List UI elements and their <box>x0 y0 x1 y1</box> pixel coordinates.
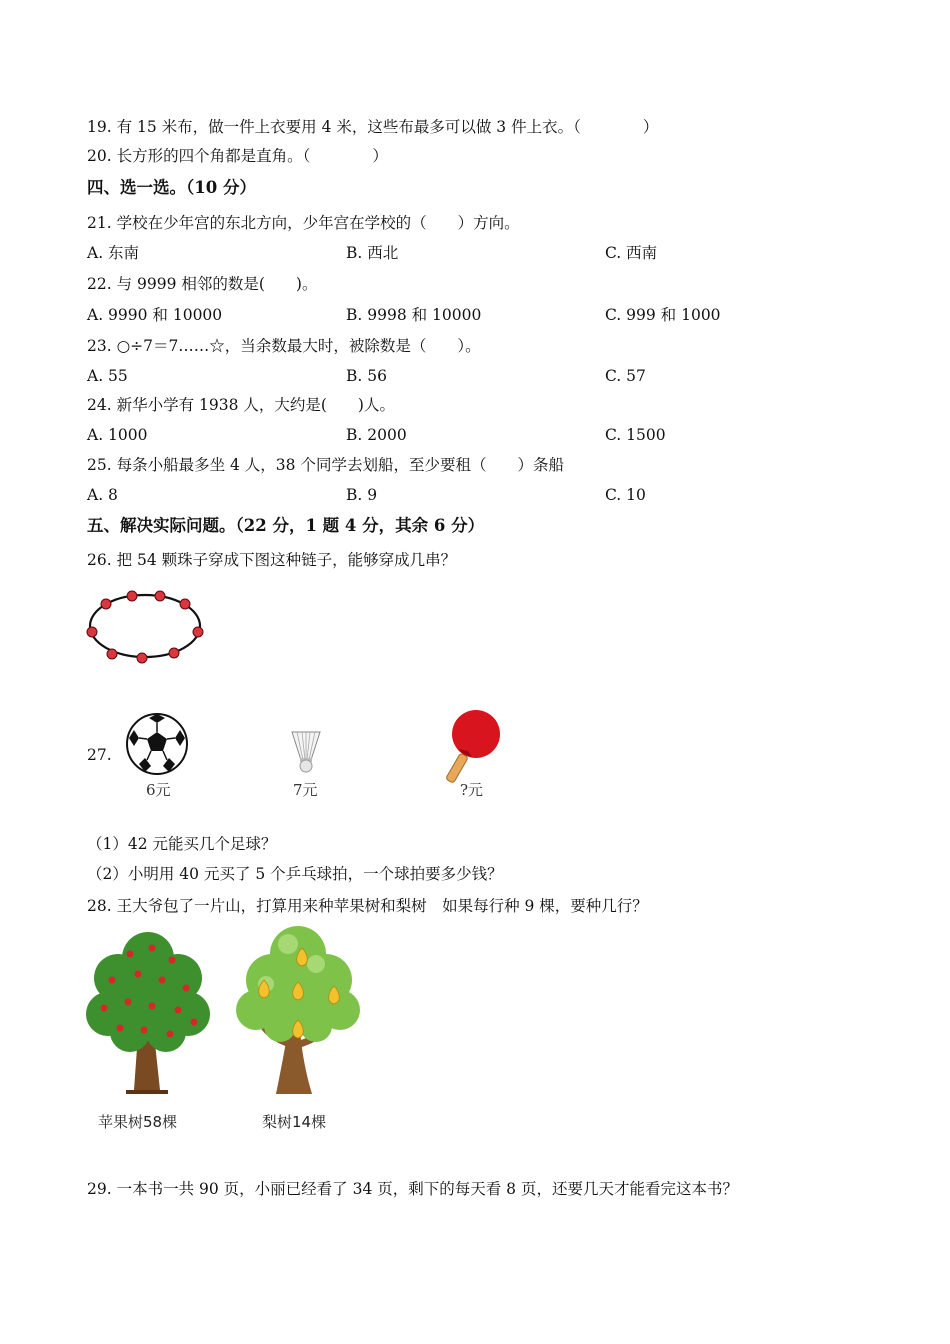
q24-option-b: B. 2000 <box>346 426 407 444</box>
question-26: 26. 把 54 颗珠子穿成下图这种链子，能够穿成几串？ <box>87 551 457 569</box>
bead-necklace-image <box>84 588 208 666</box>
question-21: 21. 学校在少年宫的东北方向，少年宫在学校的（ ）方向。 <box>87 214 520 232</box>
section-5-heading: 五、解决实际问题。（22 分，1 题 4 分，其余 6 分） <box>87 516 485 535</box>
question-20: 20. 长方形的四个角都是直角。（ ） <box>87 147 388 165</box>
q23-option-a: A. 55 <box>87 367 128 385</box>
q23-option-b: B. 56 <box>346 367 387 385</box>
section-4-heading: 四、选一选。（10 分） <box>87 178 256 197</box>
pear-tree-caption: 梨树14棵 <box>262 1113 327 1131</box>
shuttlecock-icon <box>288 730 324 774</box>
q22-option-a: A. 9990 和 10000 <box>87 306 223 324</box>
paddle-price: ?元 <box>460 781 484 799</box>
pear-tree-image <box>232 924 360 1102</box>
soccer-ball-price: 6元 <box>146 781 171 799</box>
question-19: 19. 有 15 米布，做一件上衣要用 4 米，这些布最多可以做 3 件上衣。（ ） <box>87 118 659 136</box>
q23-option-c: C. 57 <box>605 367 646 385</box>
question-27-number: 27. <box>87 746 112 764</box>
question-25: 25. 每条小船最多坐 4 人，38 个同学去划船，至少要租（ ）条船 <box>87 456 564 474</box>
apple-tree-caption: 苹果树58棵 <box>98 1113 178 1131</box>
shuttlecock-price: 7元 <box>293 781 318 799</box>
q25-option-a: A. 8 <box>87 486 118 504</box>
question-22: 22. 与 9999 相邻的数是( )。 <box>87 275 318 293</box>
apple-tree-image <box>86 930 210 1096</box>
q25-option-c: C. 10 <box>605 486 646 504</box>
question-28: 28. 王大爷包了一片山，打算用来种苹果树和梨树 如果每行种 9 棵，要种几行？ <box>87 897 648 915</box>
q21-option-b: B. 西北 <box>346 244 399 262</box>
q21-option-c: C. 西南 <box>605 244 658 262</box>
q22-option-c: C. 999 和 1000 <box>605 306 721 324</box>
question-27-sub-1: （1）42 元能买几个足球？ <box>87 835 277 853</box>
q24-option-a: A. 1000 <box>87 426 148 444</box>
q21-option-a: A. 东南 <box>87 244 140 262</box>
q25-option-b: B. 9 <box>346 486 378 504</box>
question-23: 23. ○÷7＝7……☆，当余数最大时，被除数是（ ）。 <box>87 337 481 355</box>
q22-option-b: B. 9998 和 10000 <box>346 306 482 324</box>
question-24: 24. 新华小学有 1938 人，大约是( )人。 <box>87 396 395 414</box>
question-27-sub-2: （2）小明用 40 元买了 5 个乒乓球拍，一个球拍要多少钱？ <box>87 865 503 883</box>
soccer-ball-icon <box>125 712 189 776</box>
q24-option-c: C. 1500 <box>605 426 666 444</box>
question-29: 29. 一本书一共 90 页，小丽已经看了 34 页，剩下的每天看 8 页，还要几天才能看完这本书？ <box>87 1180 738 1198</box>
ping-pong-paddle-icon <box>442 709 504 785</box>
